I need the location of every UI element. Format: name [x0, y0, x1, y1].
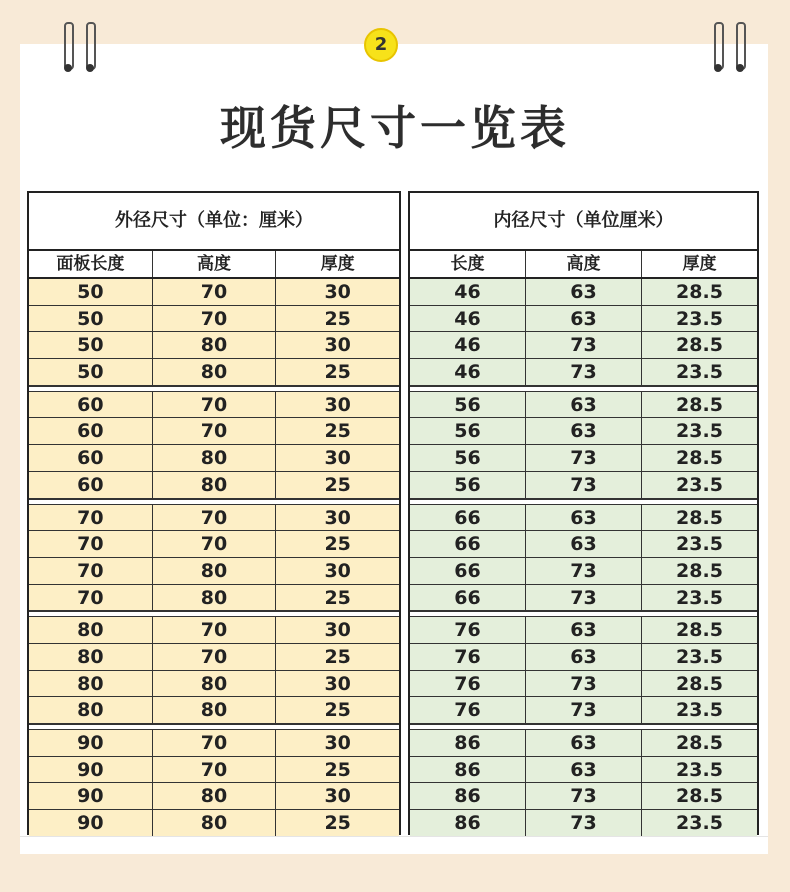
table-cell: 73 [526, 359, 642, 385]
table-cell: 70 [153, 757, 277, 783]
table-cell: 28.5 [676, 619, 723, 642]
table-cell: 60 [29, 418, 153, 444]
table-row [29, 445, 399, 472]
table-cell: 63 [526, 306, 642, 332]
table-row [410, 617, 757, 644]
table-cell: 76 [410, 644, 526, 670]
inner-size-table [408, 191, 759, 835]
table-cell: 80 [29, 671, 153, 697]
table-row [29, 783, 399, 810]
table-cell: 63 [526, 644, 642, 670]
table-cell: 90 [29, 783, 153, 809]
table-cell: 50 [29, 306, 153, 332]
table-cell: 25 [324, 812, 351, 835]
table-cell: 46 [410, 332, 526, 358]
table-cell: 50 [29, 279, 153, 305]
table-cell: 70 [153, 730, 277, 756]
table-row [29, 558, 399, 585]
table-cell: 23.5 [676, 533, 723, 556]
table-cell: 28.5 [676, 672, 723, 695]
table-cell: 90 [29, 810, 153, 836]
table-cell: 73 [526, 332, 642, 358]
table-cell: 73 [526, 558, 642, 584]
table-row [410, 505, 757, 532]
inner-table-body [410, 279, 757, 837]
table-cell: 66 [410, 505, 526, 531]
table-cell: 70 [153, 644, 277, 670]
table-cell: 80 [153, 783, 277, 809]
table-row [410, 671, 757, 698]
table-cell: 23.5 [676, 645, 723, 668]
table-cell: 63 [526, 392, 642, 418]
table-cell: 86 [410, 730, 526, 756]
table-cell: 28.5 [676, 447, 723, 470]
table-row [410, 332, 757, 359]
table-cell: 28.5 [676, 732, 723, 754]
table-cell: 56 [410, 472, 526, 498]
table-row [29, 810, 399, 837]
step-badge: 2 [364, 28, 398, 62]
table-cell: 63 [526, 531, 642, 557]
table-cell: 46 [410, 359, 526, 385]
binder-ring-icon [86, 22, 96, 70]
table-cell: 80 [153, 697, 277, 723]
table-cell: 80 [29, 644, 153, 670]
table-row [29, 306, 399, 333]
table-cell: 80 [153, 359, 277, 385]
table-row [29, 697, 399, 724]
column-header: 面板长度 [29, 251, 153, 277]
table-cell: 63 [526, 279, 642, 305]
outer-column-header-row [29, 251, 399, 279]
table-cell: 70 [29, 531, 153, 557]
column-header: 长度 [410, 251, 526, 277]
table-cell: 76 [410, 671, 526, 697]
table-cell: 23.5 [676, 812, 723, 835]
table-cell: 90 [29, 730, 153, 756]
table-cell: 28.5 [676, 281, 723, 303]
table-cell: 70 [153, 617, 277, 643]
table-cell: 23.5 [676, 586, 723, 609]
table-cell: 23.5 [676, 420, 723, 443]
table-cell: 90 [29, 757, 153, 783]
table-cell: 70 [29, 558, 153, 584]
table-cell: 23.5 [676, 307, 723, 330]
table-cell: 50 [29, 359, 153, 385]
table-cell: 25 [324, 420, 351, 443]
table-row [410, 531, 757, 558]
page-title: 现货尺寸一览表 [220, 101, 570, 155]
table-row [29, 505, 399, 532]
table-cell: 80 [153, 585, 277, 611]
table-cell: 63 [526, 617, 642, 643]
table-row [29, 472, 399, 499]
table-cell: 60 [29, 445, 153, 471]
inner-column-header-row [410, 251, 757, 279]
table-cell: 70 [153, 418, 277, 444]
footer-grid [20, 836, 768, 855]
table-row [29, 359, 399, 386]
table-cell: 70 [29, 505, 153, 531]
binder-ring-icon [714, 22, 724, 70]
table-cell: 76 [410, 697, 526, 723]
table-row [29, 757, 399, 784]
table-row [410, 445, 757, 472]
table-cell: 46 [410, 306, 526, 332]
table-cell: 23.5 [676, 758, 723, 781]
table-row [410, 392, 757, 419]
table-cell: 60 [29, 392, 153, 418]
table-cell: 28.5 [676, 393, 723, 416]
table-row [29, 671, 399, 698]
table-cell: 28.5 [676, 785, 723, 808]
table-cell: 73 [526, 445, 642, 471]
table-row [410, 359, 757, 386]
table-cell: 70 [153, 531, 277, 557]
table-cell: 70 [153, 505, 277, 531]
table-row [410, 418, 757, 445]
table-row [29, 279, 399, 306]
table-cell: 30 [324, 447, 351, 470]
table-row [410, 697, 757, 724]
table-cell: 80 [153, 472, 277, 498]
table-cell: 86 [410, 783, 526, 809]
table-cell: 56 [410, 392, 526, 418]
table-cell: 76 [410, 617, 526, 643]
table-cell: 25 [324, 307, 351, 330]
table-row [29, 585, 399, 612]
table-cell: 73 [526, 783, 642, 809]
table-cell: 80 [153, 332, 277, 358]
table-row [29, 418, 399, 445]
table-cell: 80 [29, 697, 153, 723]
table-cell: 25 [324, 699, 351, 722]
table-cell: 30 [324, 619, 351, 642]
table-cell: 56 [410, 418, 526, 444]
outer-size-header: 外径尺寸（单位：厘米） [29, 193, 399, 251]
table-cell: 23.5 [676, 361, 723, 384]
table-row [410, 644, 757, 671]
table-cell: 86 [410, 810, 526, 836]
table-cell: 73 [526, 671, 642, 697]
table-cell: 25 [324, 533, 351, 556]
table-cell: 63 [526, 418, 642, 444]
table-row [410, 585, 757, 612]
table-row [410, 306, 757, 333]
table-cell: 46 [410, 279, 526, 305]
table-cell: 86 [410, 757, 526, 783]
table-cell: 25 [324, 758, 351, 781]
binder-ring-icon [64, 22, 74, 70]
table-cell: 25 [324, 586, 351, 609]
table-cell: 66 [410, 585, 526, 611]
outer-table-body [29, 279, 399, 837]
table-cell: 25 [324, 473, 351, 496]
table-cell: 50 [29, 332, 153, 358]
table-cell: 80 [29, 617, 153, 643]
table-row [29, 730, 399, 757]
column-header: 厚度 [682, 254, 717, 274]
column-header: 高度 [526, 251, 642, 277]
table-row [29, 531, 399, 558]
table-cell: 73 [526, 697, 642, 723]
inner-size-header: 内径尺寸（单位厘米） [410, 193, 757, 251]
table-cell: 80 [153, 671, 277, 697]
table-cell: 30 [324, 506, 351, 529]
table-cell: 30 [324, 785, 351, 808]
table-row [410, 810, 757, 837]
table-cell: 30 [324, 393, 351, 416]
table-cell: 28.5 [676, 506, 723, 529]
table-row [410, 730, 757, 757]
table-row [410, 472, 757, 499]
table-cell: 70 [153, 306, 277, 332]
table-cell: 30 [324, 334, 351, 357]
table-cell: 73 [526, 472, 642, 498]
table-cell: 73 [526, 810, 642, 836]
table-row [410, 757, 757, 784]
column-header: 高度 [153, 251, 277, 277]
table-cell: 60 [29, 472, 153, 498]
binder-ring-icon [736, 22, 746, 70]
table-cell: 63 [526, 757, 642, 783]
outer-size-table [27, 191, 401, 835]
column-header: 厚度 [320, 254, 355, 274]
table-cell: 23.5 [676, 473, 723, 496]
table-row [410, 783, 757, 810]
table-cell: 25 [324, 361, 351, 384]
table-cell: 25 [324, 645, 351, 668]
table-cell: 66 [410, 558, 526, 584]
table-cell: 66 [410, 531, 526, 557]
table-cell: 73 [526, 585, 642, 611]
table-cell: 80 [153, 445, 277, 471]
table-row [29, 617, 399, 644]
table-cell: 70 [153, 392, 277, 418]
table-cell: 28.5 [676, 334, 723, 357]
table-row [410, 558, 757, 585]
table-cell: 28.5 [676, 559, 723, 582]
table-cell: 70 [29, 585, 153, 611]
table-cell: 56 [410, 445, 526, 471]
table-cell: 30 [324, 281, 351, 303]
table-cell: 70 [153, 279, 277, 305]
table-row [410, 279, 757, 306]
table-cell: 30 [324, 672, 351, 695]
table-cell: 63 [526, 505, 642, 531]
table-cell: 80 [153, 558, 277, 584]
table-cell: 30 [324, 732, 351, 754]
table-cell: 63 [526, 730, 642, 756]
table-cell: 23.5 [676, 699, 723, 722]
table-cell: 80 [153, 810, 277, 836]
table-row [29, 644, 399, 671]
table-cell: 30 [324, 559, 351, 582]
table-row [29, 392, 399, 419]
table-row [29, 332, 399, 359]
